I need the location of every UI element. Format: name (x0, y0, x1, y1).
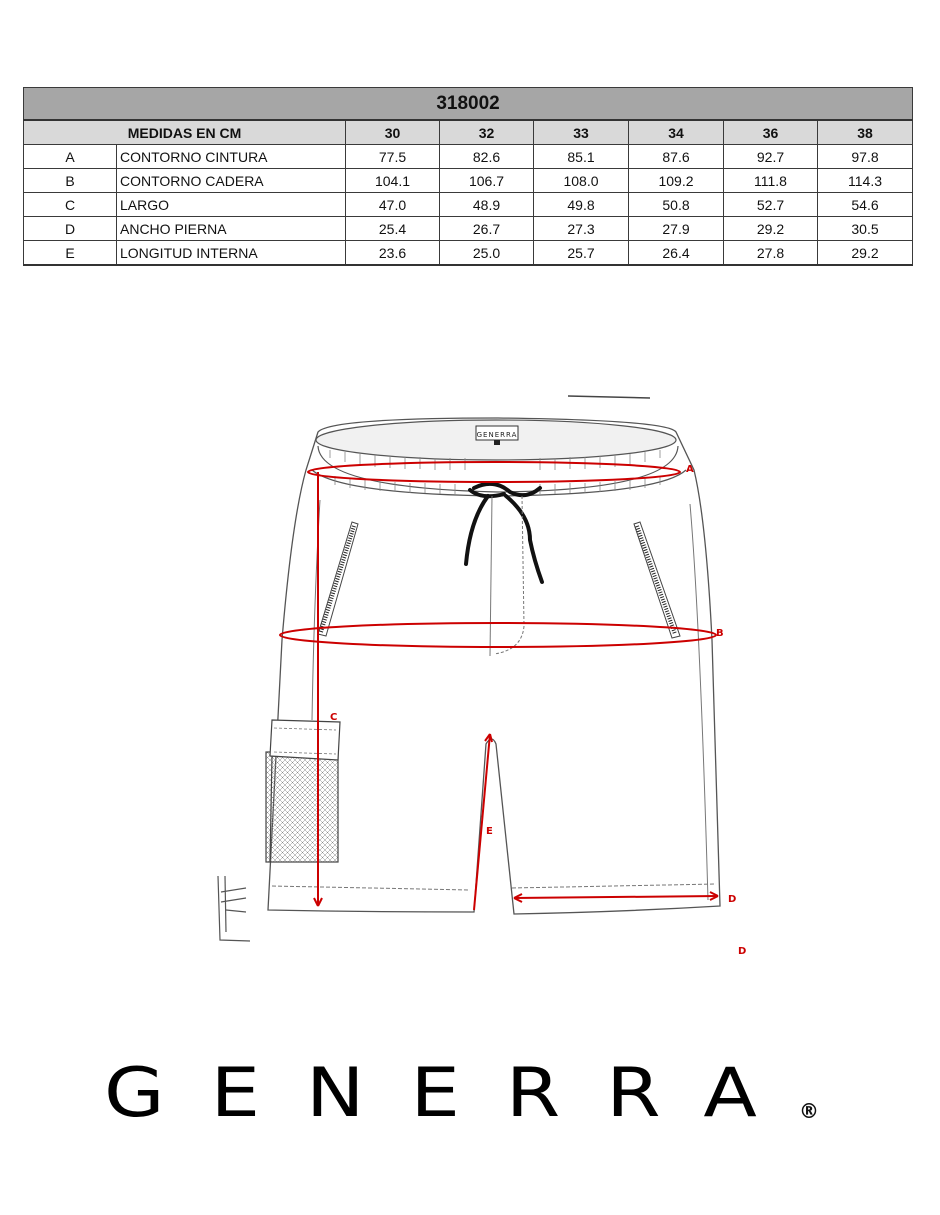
style-code: 318002 (24, 88, 913, 121)
shorts-technical-drawing (0, 380, 940, 980)
marker-b: B (716, 628, 724, 639)
size-header: 33 (534, 120, 629, 145)
table-cell: 49.8 (534, 193, 629, 217)
table-cell: 27.3 (534, 217, 629, 241)
row-key: B (24, 169, 117, 193)
table-cell: 104.1 (346, 169, 440, 193)
table-cell: 29.2 (818, 241, 913, 266)
table-cell: 114.3 (818, 169, 913, 193)
marker-a: A (686, 464, 694, 475)
row-name: CONTORNO CINTURA (117, 145, 346, 169)
size-header: 36 (724, 120, 818, 145)
marker-d: D (728, 894, 737, 905)
brand-logo (104, 1054, 819, 1133)
measurement-table (23, 87, 913, 266)
size-header: 32 (440, 120, 534, 145)
table-cell: 30.5 (818, 217, 913, 241)
table-cell: 27.8 (724, 241, 818, 266)
table-cell: 48.9 (440, 193, 534, 217)
row-key: E (24, 241, 117, 266)
header-label: MEDIDAS EN CM (24, 120, 346, 145)
table-cell: 82.6 (440, 145, 534, 169)
row-name: LONGITUD INTERNA (117, 241, 346, 266)
table-cell: 54.6 (818, 193, 913, 217)
table-cell: 77.5 (346, 145, 440, 169)
table-cell: 27.9 (629, 217, 724, 241)
marker-e: E (486, 826, 493, 837)
size-header: 34 (629, 120, 724, 145)
table-cell: 25.4 (346, 217, 440, 241)
table-cell: 85.1 (534, 145, 629, 169)
table-row (24, 193, 913, 217)
cargo-pocket (266, 720, 340, 862)
table-cell: 47.0 (346, 193, 440, 217)
table-cell: 25.0 (440, 241, 534, 266)
table-cell: 25.7 (534, 241, 629, 266)
table-cell: 29.2 (724, 217, 818, 241)
table-cell: 111.8 (724, 169, 818, 193)
marker-c: C (330, 712, 338, 723)
row-key: C (24, 193, 117, 217)
row-key: A (24, 145, 117, 169)
registered-mark: ® (799, 1099, 819, 1123)
table-cell: 92.7 (724, 145, 818, 169)
row-name: ANCHO PIERNA (117, 217, 346, 241)
table-cell: 26.4 (629, 241, 724, 266)
table-cell: 26.7 (440, 217, 534, 241)
size-header: 30 (346, 120, 440, 145)
table-row (24, 169, 913, 193)
table-row (24, 241, 913, 266)
size-header: 38 (818, 120, 913, 145)
table-cell: 50.8 (629, 193, 724, 217)
table-cell: 108.0 (534, 169, 629, 193)
svg-text:GENERRA: GENERRA (476, 431, 518, 439)
table-row (24, 217, 913, 241)
row-key: D (24, 217, 117, 241)
table-cell: 87.6 (629, 145, 724, 169)
table-cell: 109.2 (629, 169, 724, 193)
sketch-fragment (568, 396, 650, 398)
row-name: LARGO (117, 193, 346, 217)
table-cell: 23.6 (346, 241, 440, 266)
table-cell: 52.7 (724, 193, 818, 217)
sketch-fragment (218, 876, 250, 941)
row-name: CONTORNO CADERA (117, 169, 346, 193)
table-cell: 106.7 (440, 169, 534, 193)
table-row (24, 145, 913, 169)
brand-name: GENERRA (104, 1054, 803, 1133)
marker-d-extra: D (738, 946, 747, 957)
table-cell: 97.8 (818, 145, 913, 169)
